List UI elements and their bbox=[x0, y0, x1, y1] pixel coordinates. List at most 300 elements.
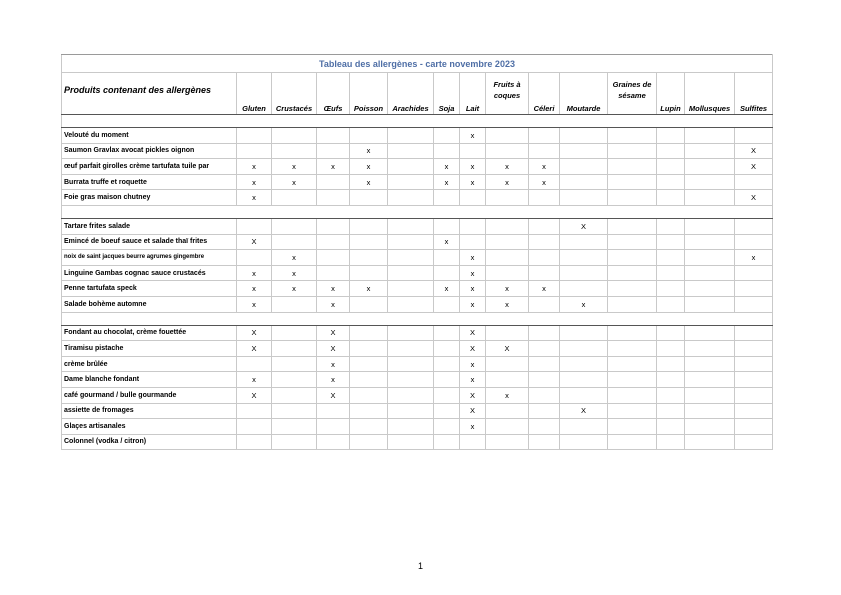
allergen-mark bbox=[685, 265, 735, 281]
table-row bbox=[62, 387, 773, 403]
allergen-mark bbox=[657, 174, 685, 190]
allergen-mark bbox=[272, 403, 317, 419]
allergen-mark bbox=[657, 250, 685, 266]
allergen-mark: x bbox=[486, 296, 529, 312]
allergen-mark bbox=[388, 403, 434, 419]
allergen-mark: X bbox=[486, 341, 529, 357]
allergen-mark bbox=[529, 296, 560, 312]
allergen-mark bbox=[560, 128, 608, 144]
allergen-mark: X bbox=[237, 387, 272, 403]
allergen-mark bbox=[608, 190, 657, 206]
page-number: 1 bbox=[417, 561, 423, 571]
allergen-mark bbox=[350, 265, 388, 281]
allergen-mark: X bbox=[460, 325, 486, 341]
allergen-mark bbox=[388, 174, 434, 190]
allergen-mark bbox=[486, 250, 529, 266]
allergen-mark: x bbox=[460, 419, 486, 435]
allergen-mark: X bbox=[237, 325, 272, 341]
separator-cell bbox=[317, 312, 350, 325]
allergen-mark bbox=[735, 281, 773, 297]
dish-name: crème brûlée bbox=[62, 356, 237, 372]
separator-cell bbox=[560, 115, 608, 128]
separator-cell bbox=[317, 205, 350, 218]
allergen-mark bbox=[529, 218, 560, 234]
allergen-mark bbox=[388, 387, 434, 403]
table-row bbox=[62, 296, 773, 312]
allergen-mark: x bbox=[486, 387, 529, 403]
allergen-mark bbox=[657, 143, 685, 159]
allergen-mark bbox=[350, 372, 388, 388]
allergen-mark bbox=[317, 190, 350, 206]
table-row bbox=[62, 159, 773, 175]
allergen-mark: x bbox=[460, 372, 486, 388]
allergen-mark bbox=[272, 387, 317, 403]
allergen-mark bbox=[735, 325, 773, 341]
allergen-header: Crustacés bbox=[272, 73, 317, 115]
separator-cell bbox=[350, 205, 388, 218]
allergen-mark bbox=[350, 387, 388, 403]
separator-cell bbox=[560, 312, 608, 325]
dish-name: Emincé de boeuf sauce et salade thaï frites bbox=[62, 234, 237, 250]
allergen-mark: X bbox=[237, 341, 272, 357]
allergen-mark bbox=[388, 372, 434, 388]
allergen-mark bbox=[237, 218, 272, 234]
allergen-mark bbox=[486, 356, 529, 372]
allergen-mark bbox=[685, 174, 735, 190]
allergen-header: Lait bbox=[460, 73, 486, 115]
table-row bbox=[62, 341, 773, 357]
allergen-mark bbox=[608, 325, 657, 341]
allergen-mark: X bbox=[560, 403, 608, 419]
allergen-mark bbox=[735, 174, 773, 190]
products-header: Produits contenant des allergènes bbox=[62, 73, 237, 115]
allergen-mark bbox=[608, 341, 657, 357]
allergen-mark bbox=[657, 281, 685, 297]
allergen-mark bbox=[608, 281, 657, 297]
allergen-mark: x bbox=[272, 265, 317, 281]
allergen-mark: x bbox=[237, 190, 272, 206]
separator-cell bbox=[434, 312, 460, 325]
allergen-mark bbox=[529, 325, 560, 341]
dish-name: Fondant au chocolat, crème fouettée bbox=[62, 325, 237, 341]
allergen-mark bbox=[685, 341, 735, 357]
separator-cell bbox=[608, 312, 657, 325]
allergen-mark bbox=[317, 143, 350, 159]
table-row bbox=[62, 250, 773, 266]
separator-cell bbox=[272, 205, 317, 218]
allergen-mark bbox=[608, 419, 657, 435]
table-row bbox=[62, 143, 773, 159]
allergen-mark bbox=[486, 434, 529, 450]
allergen-mark bbox=[350, 419, 388, 435]
allergen-mark bbox=[434, 296, 460, 312]
table-row bbox=[62, 128, 773, 144]
allergen-mark bbox=[388, 159, 434, 175]
table-title: Tableau des allergènes - carte novembre 2023 bbox=[62, 55, 773, 73]
allergen-mark bbox=[317, 174, 350, 190]
allergen-mark bbox=[657, 372, 685, 388]
allergen-mark bbox=[657, 434, 685, 450]
allergen-mark bbox=[608, 403, 657, 419]
allergen-mark: X bbox=[460, 403, 486, 419]
separator-cell bbox=[272, 115, 317, 128]
allergen-mark bbox=[735, 296, 773, 312]
allergen-mark: x bbox=[272, 250, 317, 266]
allergen-mark bbox=[388, 296, 434, 312]
allergen-mark bbox=[657, 218, 685, 234]
dish-name: Tartare frites salade bbox=[62, 218, 237, 234]
allergen-mark bbox=[388, 434, 434, 450]
allergen-header: Sulfites bbox=[735, 73, 773, 115]
allergen-mark: x bbox=[529, 174, 560, 190]
allergen-mark bbox=[434, 356, 460, 372]
allergen-mark bbox=[486, 234, 529, 250]
allergen-mark bbox=[272, 234, 317, 250]
allergen-mark bbox=[735, 128, 773, 144]
allergen-mark bbox=[735, 434, 773, 450]
allergen-mark bbox=[388, 341, 434, 357]
separator-cell bbox=[486, 312, 529, 325]
separator-cell bbox=[608, 115, 657, 128]
allergen-mark bbox=[560, 250, 608, 266]
allergen-mark: x bbox=[434, 159, 460, 175]
allergen-mark bbox=[350, 434, 388, 450]
allergen-mark bbox=[388, 218, 434, 234]
allergen-mark: X bbox=[237, 234, 272, 250]
dish-name: Glaçes artisanales bbox=[62, 419, 237, 435]
allergen-mark bbox=[388, 190, 434, 206]
separator-cell bbox=[529, 312, 560, 325]
allergen-mark bbox=[560, 143, 608, 159]
separator-cell bbox=[460, 115, 486, 128]
separator-cell bbox=[434, 205, 460, 218]
allergen-mark: X bbox=[735, 143, 773, 159]
dish-name: Foie gras maison chutney bbox=[62, 190, 237, 206]
allergen-mark bbox=[529, 250, 560, 266]
allergen-mark bbox=[434, 403, 460, 419]
allergen-mark bbox=[560, 387, 608, 403]
dish-name: café gourmand / bulle gourmande bbox=[62, 387, 237, 403]
allergen-mark: x bbox=[460, 265, 486, 281]
allergen-mark bbox=[657, 403, 685, 419]
allergen-mark bbox=[608, 174, 657, 190]
allergen-mark: x bbox=[460, 281, 486, 297]
allergen-mark bbox=[529, 372, 560, 388]
allergen-mark bbox=[560, 174, 608, 190]
allergen-mark bbox=[388, 250, 434, 266]
allergen-mark bbox=[685, 325, 735, 341]
allergen-mark bbox=[735, 218, 773, 234]
separator-cell bbox=[608, 205, 657, 218]
allergen-mark: x bbox=[529, 159, 560, 175]
allergen-mark bbox=[486, 403, 529, 419]
allergen-mark bbox=[657, 296, 685, 312]
allergen-mark bbox=[685, 128, 735, 144]
allergen-mark bbox=[486, 143, 529, 159]
allergen-mark bbox=[237, 250, 272, 266]
allergen-mark bbox=[657, 387, 685, 403]
allergen-mark bbox=[529, 403, 560, 419]
table-row bbox=[62, 325, 773, 341]
allergen-mark: x bbox=[350, 281, 388, 297]
allergen-mark bbox=[685, 434, 735, 450]
allergen-mark: x bbox=[350, 174, 388, 190]
allergen-mark bbox=[560, 159, 608, 175]
table-row bbox=[62, 403, 773, 419]
allergen-mark bbox=[529, 356, 560, 372]
dish-name: Linguine Gambas cognac sauce crustacés bbox=[62, 265, 237, 281]
allergen-mark bbox=[657, 190, 685, 206]
allergen-mark bbox=[486, 265, 529, 281]
separator-cell bbox=[560, 205, 608, 218]
allergen-mark bbox=[560, 281, 608, 297]
allergen-mark bbox=[735, 265, 773, 281]
allergen-mark: x bbox=[460, 174, 486, 190]
allergen-mark: X bbox=[317, 325, 350, 341]
table-row bbox=[62, 434, 773, 450]
allergen-mark bbox=[434, 341, 460, 357]
separator-cell bbox=[685, 205, 735, 218]
allergen-mark bbox=[685, 250, 735, 266]
allergen-mark: X bbox=[317, 341, 350, 357]
allergen-mark bbox=[685, 281, 735, 297]
allergen-mark bbox=[434, 434, 460, 450]
allergen-mark bbox=[486, 128, 529, 144]
allergen-mark: x bbox=[272, 174, 317, 190]
allergen-header: Arachides bbox=[388, 73, 434, 115]
separator-cell bbox=[237, 312, 272, 325]
separator-cell bbox=[685, 312, 735, 325]
allergen-mark: X bbox=[460, 387, 486, 403]
allergen-mark bbox=[608, 234, 657, 250]
allergen-mark: x bbox=[350, 143, 388, 159]
allergen-mark bbox=[350, 250, 388, 266]
allergen-mark bbox=[608, 387, 657, 403]
separator-cell bbox=[388, 312, 434, 325]
allergen-header: Céleri bbox=[529, 73, 560, 115]
separator-cell bbox=[62, 205, 237, 218]
allergen-mark bbox=[608, 356, 657, 372]
allergen-mark: X bbox=[460, 341, 486, 357]
allergen-mark bbox=[685, 159, 735, 175]
allergen-mark bbox=[272, 218, 317, 234]
title-row bbox=[62, 55, 773, 73]
allergen-mark bbox=[685, 143, 735, 159]
allergen-mark bbox=[434, 218, 460, 234]
allergen-mark: x bbox=[350, 159, 388, 175]
separator-cell bbox=[460, 312, 486, 325]
allergen-mark bbox=[460, 218, 486, 234]
allergen-header: Graines de sésame bbox=[608, 73, 657, 115]
allergen-mark bbox=[657, 341, 685, 357]
allergen-mark: x bbox=[460, 159, 486, 175]
allergen-mark bbox=[460, 234, 486, 250]
allergen-mark bbox=[560, 234, 608, 250]
allergen-mark bbox=[560, 419, 608, 435]
allergen-mark bbox=[350, 296, 388, 312]
allergen-mark: x bbox=[434, 281, 460, 297]
allergen-mark: X bbox=[735, 190, 773, 206]
allergen-mark bbox=[685, 356, 735, 372]
allergen-mark bbox=[657, 234, 685, 250]
separator-cell bbox=[237, 205, 272, 218]
allergen-mark bbox=[388, 325, 434, 341]
allergen-mark bbox=[529, 419, 560, 435]
allergen-mark bbox=[529, 143, 560, 159]
allergen-mark bbox=[317, 419, 350, 435]
allergen-mark bbox=[434, 143, 460, 159]
allergen-mark: x bbox=[460, 128, 486, 144]
separator-cell bbox=[388, 115, 434, 128]
allergen-mark bbox=[486, 190, 529, 206]
section-separator bbox=[62, 205, 773, 218]
allergen-mark bbox=[657, 159, 685, 175]
allergen-mark bbox=[735, 356, 773, 372]
allergen-mark: x bbox=[735, 250, 773, 266]
allergen-mark bbox=[560, 372, 608, 388]
table-row bbox=[62, 356, 773, 372]
allergen-mark bbox=[272, 434, 317, 450]
allergen-mark bbox=[608, 434, 657, 450]
allergen-mark: x bbox=[486, 159, 529, 175]
separator-cell bbox=[735, 312, 773, 325]
allergen-mark bbox=[735, 234, 773, 250]
allergen-mark bbox=[657, 325, 685, 341]
dish-name: œuf parfait girolles crème tartufata tuile par bbox=[62, 159, 237, 175]
allergen-mark bbox=[388, 265, 434, 281]
separator-cell bbox=[272, 312, 317, 325]
allergen-mark bbox=[529, 387, 560, 403]
allergen-mark bbox=[272, 143, 317, 159]
allergen-mark bbox=[317, 403, 350, 419]
allergen-mark bbox=[529, 128, 560, 144]
allergen-mark: X bbox=[560, 218, 608, 234]
allergen-mark bbox=[460, 434, 486, 450]
allergen-mark bbox=[237, 356, 272, 372]
allergen-mark bbox=[685, 403, 735, 419]
allergen-header: Lupin bbox=[657, 73, 685, 115]
dish-name: noix de saint jacques beurre agrumes gingembre bbox=[62, 250, 237, 266]
table-row bbox=[62, 218, 773, 234]
separator-cell bbox=[529, 205, 560, 218]
separator-cell bbox=[460, 205, 486, 218]
allergen-mark bbox=[272, 341, 317, 357]
separator-cell bbox=[486, 115, 529, 128]
allergen-mark: X bbox=[317, 387, 350, 403]
allergen-mark bbox=[350, 356, 388, 372]
allergen-mark bbox=[350, 218, 388, 234]
allergen-header: Fruits à coques bbox=[486, 73, 529, 115]
allergen-mark bbox=[388, 356, 434, 372]
allergen-header: Moutarde bbox=[560, 73, 608, 115]
allergen-mark bbox=[460, 143, 486, 159]
allergen-mark: X bbox=[735, 159, 773, 175]
section-separator bbox=[62, 115, 773, 128]
allergen-mark: x bbox=[460, 250, 486, 266]
dish-name: Penne tartufata speck bbox=[62, 281, 237, 297]
allergen-mark bbox=[685, 372, 735, 388]
table-row bbox=[62, 234, 773, 250]
table-row bbox=[62, 265, 773, 281]
allergen-mark bbox=[237, 434, 272, 450]
allergen-mark bbox=[350, 325, 388, 341]
allergen-mark bbox=[388, 419, 434, 435]
allergen-mark bbox=[317, 128, 350, 144]
allergen-mark bbox=[657, 356, 685, 372]
allergen-mark: x bbox=[237, 174, 272, 190]
allergen-mark bbox=[735, 387, 773, 403]
allergen-mark bbox=[608, 265, 657, 281]
separator-cell bbox=[486, 205, 529, 218]
allergen-mark bbox=[608, 143, 657, 159]
table-row bbox=[62, 372, 773, 388]
allergen-mark bbox=[608, 218, 657, 234]
allergen-mark bbox=[388, 128, 434, 144]
separator-cell bbox=[685, 115, 735, 128]
separator-cell bbox=[62, 115, 237, 128]
allergen-mark bbox=[317, 250, 350, 266]
table-row bbox=[62, 190, 773, 206]
dish-name: Colonnel (vodka / citron) bbox=[62, 434, 237, 450]
separator-cell bbox=[657, 115, 685, 128]
allergen-mark: x bbox=[560, 296, 608, 312]
dish-name: Dame blanche fondant bbox=[62, 372, 237, 388]
allergen-mark bbox=[685, 234, 735, 250]
allergen-mark bbox=[460, 190, 486, 206]
separator-cell bbox=[237, 115, 272, 128]
allergen-mark bbox=[350, 190, 388, 206]
separator-cell bbox=[388, 205, 434, 218]
allergen-mark bbox=[237, 128, 272, 144]
allergen-mark bbox=[486, 419, 529, 435]
allergen-mark bbox=[560, 265, 608, 281]
allergen-mark bbox=[434, 265, 460, 281]
allergen-mark: x bbox=[460, 356, 486, 372]
allergen-mark bbox=[272, 190, 317, 206]
allergen-mark: x bbox=[460, 296, 486, 312]
separator-cell bbox=[434, 115, 460, 128]
allergen-mark bbox=[317, 434, 350, 450]
allergen-mark bbox=[434, 372, 460, 388]
allergen-header: Poisson bbox=[350, 73, 388, 115]
allergen-mark bbox=[685, 296, 735, 312]
allergen-mark bbox=[486, 325, 529, 341]
allergen-mark bbox=[735, 341, 773, 357]
table-row bbox=[62, 174, 773, 190]
allergen-mark bbox=[735, 403, 773, 419]
allergen-mark bbox=[317, 265, 350, 281]
allergen-mark: x bbox=[317, 296, 350, 312]
allergen-mark bbox=[350, 128, 388, 144]
allergen-mark bbox=[350, 341, 388, 357]
allergen-mark: x bbox=[237, 159, 272, 175]
allergen-mark bbox=[272, 325, 317, 341]
allergen-mark bbox=[272, 296, 317, 312]
allergen-mark bbox=[735, 419, 773, 435]
dish-name: assiette de fromages bbox=[62, 403, 237, 419]
allergen-mark: x bbox=[237, 281, 272, 297]
allergen-mark bbox=[529, 234, 560, 250]
allergen-header: Mollusques bbox=[685, 73, 735, 115]
allergen-header: Soja bbox=[434, 73, 460, 115]
allergen-mark bbox=[434, 190, 460, 206]
allergen-mark: x bbox=[434, 234, 460, 250]
allergen-mark bbox=[685, 419, 735, 435]
allergen-mark bbox=[237, 403, 272, 419]
allergen-mark: x bbox=[529, 281, 560, 297]
allergen-mark bbox=[237, 419, 272, 435]
allergen-mark: x bbox=[317, 159, 350, 175]
